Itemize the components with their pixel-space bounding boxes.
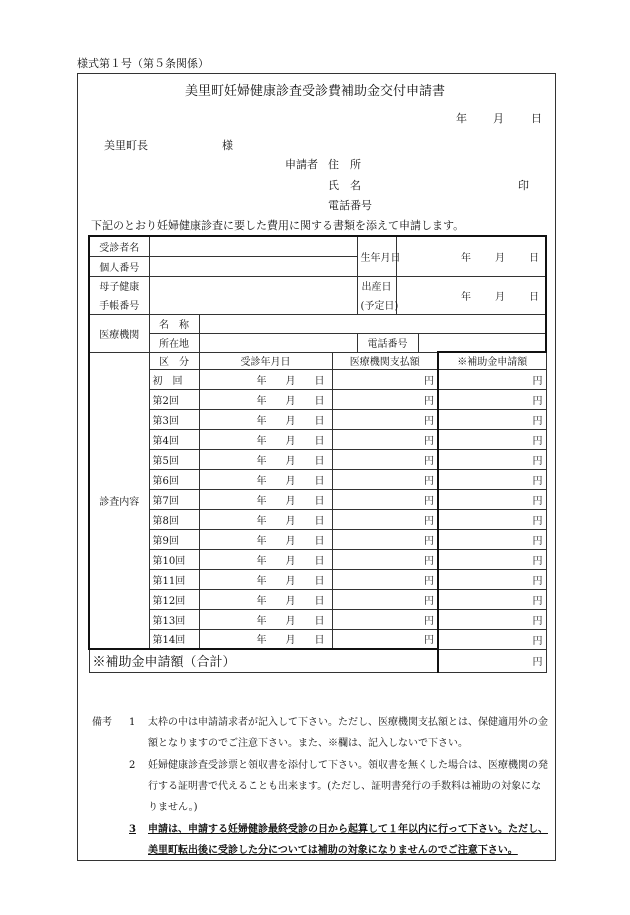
inst-address-label: 所在地 bbox=[149, 333, 199, 352]
addressee-honorific: 様 bbox=[222, 139, 233, 152]
note-3-line-2: 美里町転出後に受診した分については補助の対象になりませんのでご注意下さい。 bbox=[148, 845, 518, 856]
patient-name-field[interactable] bbox=[149, 236, 357, 256]
personal-number-label: 個人番号 bbox=[89, 256, 149, 276]
intro-text: 下記のとおり妊婦健康診査に要した費用に関する書類を添えて申請します。 bbox=[91, 219, 465, 232]
birth-year: 年 bbox=[461, 252, 472, 264]
visit-date[interactable]: 年 月 日 bbox=[199, 409, 332, 429]
note-2-line-2: 行する証明書で代えることも出来ます。(ただし、証明書発行の手数料は補助の対象にな bbox=[148, 781, 542, 792]
visit-subsidy: 円 bbox=[438, 389, 546, 409]
visit-subsidy: 円 bbox=[438, 529, 546, 549]
visit-row bbox=[89, 529, 546, 549]
visit-row bbox=[89, 369, 546, 389]
personal-number-field[interactable] bbox=[149, 256, 357, 276]
addressee-name: 美里町長 bbox=[104, 139, 148, 152]
visit-date[interactable]: 年 月 日 bbox=[199, 489, 332, 509]
visit-row bbox=[89, 509, 546, 529]
checkup-contents-label: 診査内容 bbox=[89, 352, 149, 649]
visit-subsidy: 円 bbox=[438, 549, 546, 569]
col-subsidy: ※補助金申請額 bbox=[438, 352, 546, 369]
application-table bbox=[88, 235, 547, 673]
visit-date[interactable]: 年 月 日 bbox=[199, 569, 332, 589]
due-day: 日 bbox=[529, 291, 540, 303]
visit-subsidy: 円 bbox=[438, 469, 546, 489]
visit-subsidy: 円 bbox=[438, 609, 546, 629]
inst-name-field[interactable] bbox=[199, 314, 546, 333]
visit-paid[interactable]: 円 bbox=[332, 429, 438, 449]
visit-row bbox=[89, 449, 546, 469]
visit-date[interactable]: 年 月 日 bbox=[199, 449, 332, 469]
visit-row bbox=[89, 429, 546, 449]
visit-paid[interactable]: 円 bbox=[332, 489, 438, 509]
inst-name-label: 名 称 bbox=[149, 314, 199, 333]
visit-row bbox=[89, 549, 546, 569]
visit-subsidy: 円 bbox=[438, 509, 546, 529]
visit-subsidy: 円 bbox=[438, 629, 546, 649]
inst-address-field[interactable] bbox=[199, 333, 357, 352]
due-month: 月 bbox=[495, 291, 506, 303]
note-1-number: 1 bbox=[129, 717, 136, 728]
visit-paid[interactable]: 円 bbox=[332, 529, 438, 549]
visit-date[interactable]: 年 月 日 bbox=[199, 389, 332, 409]
form-number: 様式第１号（第５条関係） bbox=[77, 57, 209, 70]
visit-subsidy: 円 bbox=[438, 569, 546, 589]
handbook-number-field[interactable] bbox=[149, 276, 357, 314]
visit-paid[interactable]: 円 bbox=[332, 449, 438, 469]
name-label: 氏 名 bbox=[328, 179, 361, 192]
page-title: 美里町妊婦健康診査受診費補助金交付申請書 bbox=[184, 84, 445, 99]
visit-label: 第14回 bbox=[149, 629, 199, 649]
note-3-number: 3 bbox=[129, 824, 136, 835]
visit-paid[interactable]: 円 bbox=[332, 569, 438, 589]
handbook-label-1: 母子健康 bbox=[89, 276, 149, 295]
date-month: 月 bbox=[493, 112, 504, 125]
visit-date[interactable]: 年 月 日 bbox=[199, 629, 332, 649]
visit-paid[interactable]: 円 bbox=[332, 629, 438, 649]
visit-date[interactable]: 年 月 日 bbox=[199, 469, 332, 489]
col-paid: 医療機関支払額 bbox=[332, 352, 438, 369]
address-label: 住 所 bbox=[328, 158, 361, 171]
birth-day: 日 bbox=[529, 252, 540, 264]
due-date-field[interactable] bbox=[396, 276, 546, 314]
handbook-label-2: 手帳番号 bbox=[89, 295, 149, 314]
visit-paid[interactable]: 円 bbox=[332, 609, 438, 629]
visit-row bbox=[89, 589, 546, 609]
col-category: 区 分 bbox=[149, 352, 199, 369]
visit-label: 第12回 bbox=[149, 589, 199, 609]
visit-subsidy: 円 bbox=[438, 369, 546, 389]
visit-row bbox=[89, 609, 546, 629]
visit-subsidy: 円 bbox=[438, 449, 546, 469]
visit-row bbox=[89, 409, 546, 429]
note-2-number: 2 bbox=[129, 760, 136, 771]
visit-subsidy: 円 bbox=[438, 409, 546, 429]
institution-label: 医療機関 bbox=[89, 314, 149, 352]
visit-date[interactable]: 年 月 日 bbox=[199, 549, 332, 569]
visit-label: 第7回 bbox=[149, 489, 199, 509]
visit-row bbox=[89, 389, 546, 409]
visit-label: 第8回 bbox=[149, 509, 199, 529]
due-date-label-2: (予定日) bbox=[357, 295, 396, 314]
visit-label: 第6回 bbox=[149, 469, 199, 489]
visit-label: 第4回 bbox=[149, 429, 199, 449]
total-subsidy: 円 bbox=[438, 649, 546, 672]
visit-paid[interactable]: 円 bbox=[332, 369, 438, 389]
visit-date[interactable]: 年 月 日 bbox=[199, 589, 332, 609]
applicant-label: 申請者 bbox=[285, 158, 318, 171]
visit-row bbox=[89, 629, 546, 649]
visit-label: 第10回 bbox=[149, 549, 199, 569]
visit-label: 第2回 bbox=[149, 389, 199, 409]
visit-row bbox=[89, 569, 546, 589]
note-3-line-1: 申請は、申請する妊婦健診最終受診の日から起算して１年以内に行って下さい。ただし、 bbox=[148, 824, 548, 835]
visit-subsidy: 円 bbox=[438, 589, 546, 609]
note-1-line-1: 太枠の中は申請請求者が記入して下さい。ただし、医療機関支払額とは、保健適用外の金 bbox=[148, 717, 548, 728]
date-year: 年 bbox=[456, 112, 467, 125]
total-label: ※補助金申請額（合計） bbox=[89, 649, 438, 672]
visit-label: 第5回 bbox=[149, 449, 199, 469]
visit-row bbox=[89, 489, 546, 509]
inst-phone-label: 電話番号 bbox=[357, 333, 418, 352]
note-1-line-2: 額となりますのでご注意下さい。また、※欄は、記入しないで下さい。 bbox=[148, 738, 468, 749]
visit-date[interactable]: 年 月 日 bbox=[199, 609, 332, 629]
note-2-line-1: 妊婦健康診査受診票と領収書を添付して下さい。領収書を無くした場合は、医療機関の発 bbox=[148, 760, 548, 771]
visit-label: 第11回 bbox=[149, 569, 199, 589]
due-year: 年 bbox=[461, 291, 472, 303]
patient-name-label: 受診者名 bbox=[89, 236, 149, 256]
visit-date[interactable]: 年 月 日 bbox=[199, 429, 332, 449]
visit-date[interactable]: 年 月 日 bbox=[199, 369, 332, 389]
phone-label: 電話番号 bbox=[328, 199, 372, 212]
visit-label: 第9回 bbox=[149, 529, 199, 549]
visit-row bbox=[89, 469, 546, 489]
due-date-label-1: 出産日 bbox=[357, 276, 396, 295]
note-2-line-3: りません。) bbox=[148, 802, 198, 813]
visit-paid[interactable]: 円 bbox=[332, 409, 438, 429]
visit-subsidy: 円 bbox=[438, 429, 546, 449]
visit-date[interactable]: 年 月 日 bbox=[199, 509, 332, 529]
inst-phone-field[interactable] bbox=[418, 333, 546, 352]
col-date: 受診年月日 bbox=[199, 352, 332, 369]
seal-mark: 印 bbox=[518, 179, 529, 192]
visit-paid[interactable]: 円 bbox=[332, 509, 438, 529]
birth-date-field[interactable] bbox=[396, 236, 546, 276]
visit-paid[interactable]: 円 bbox=[332, 549, 438, 569]
visit-label: 第3回 bbox=[149, 409, 199, 429]
birth-month: 月 bbox=[495, 252, 506, 264]
visit-subsidy: 円 bbox=[438, 489, 546, 509]
visit-label: 第13回 bbox=[149, 609, 199, 629]
visit-paid[interactable]: 円 bbox=[332, 469, 438, 489]
visit-paid[interactable]: 円 bbox=[332, 589, 438, 609]
notes-label: 備考 bbox=[92, 717, 112, 728]
visit-label: 初 回 bbox=[149, 369, 199, 389]
visit-date[interactable]: 年 月 日 bbox=[199, 529, 332, 549]
birth-date-label: 生年月日 bbox=[357, 236, 396, 276]
date-day: 日 bbox=[531, 112, 542, 125]
visit-paid[interactable]: 円 bbox=[332, 389, 438, 409]
